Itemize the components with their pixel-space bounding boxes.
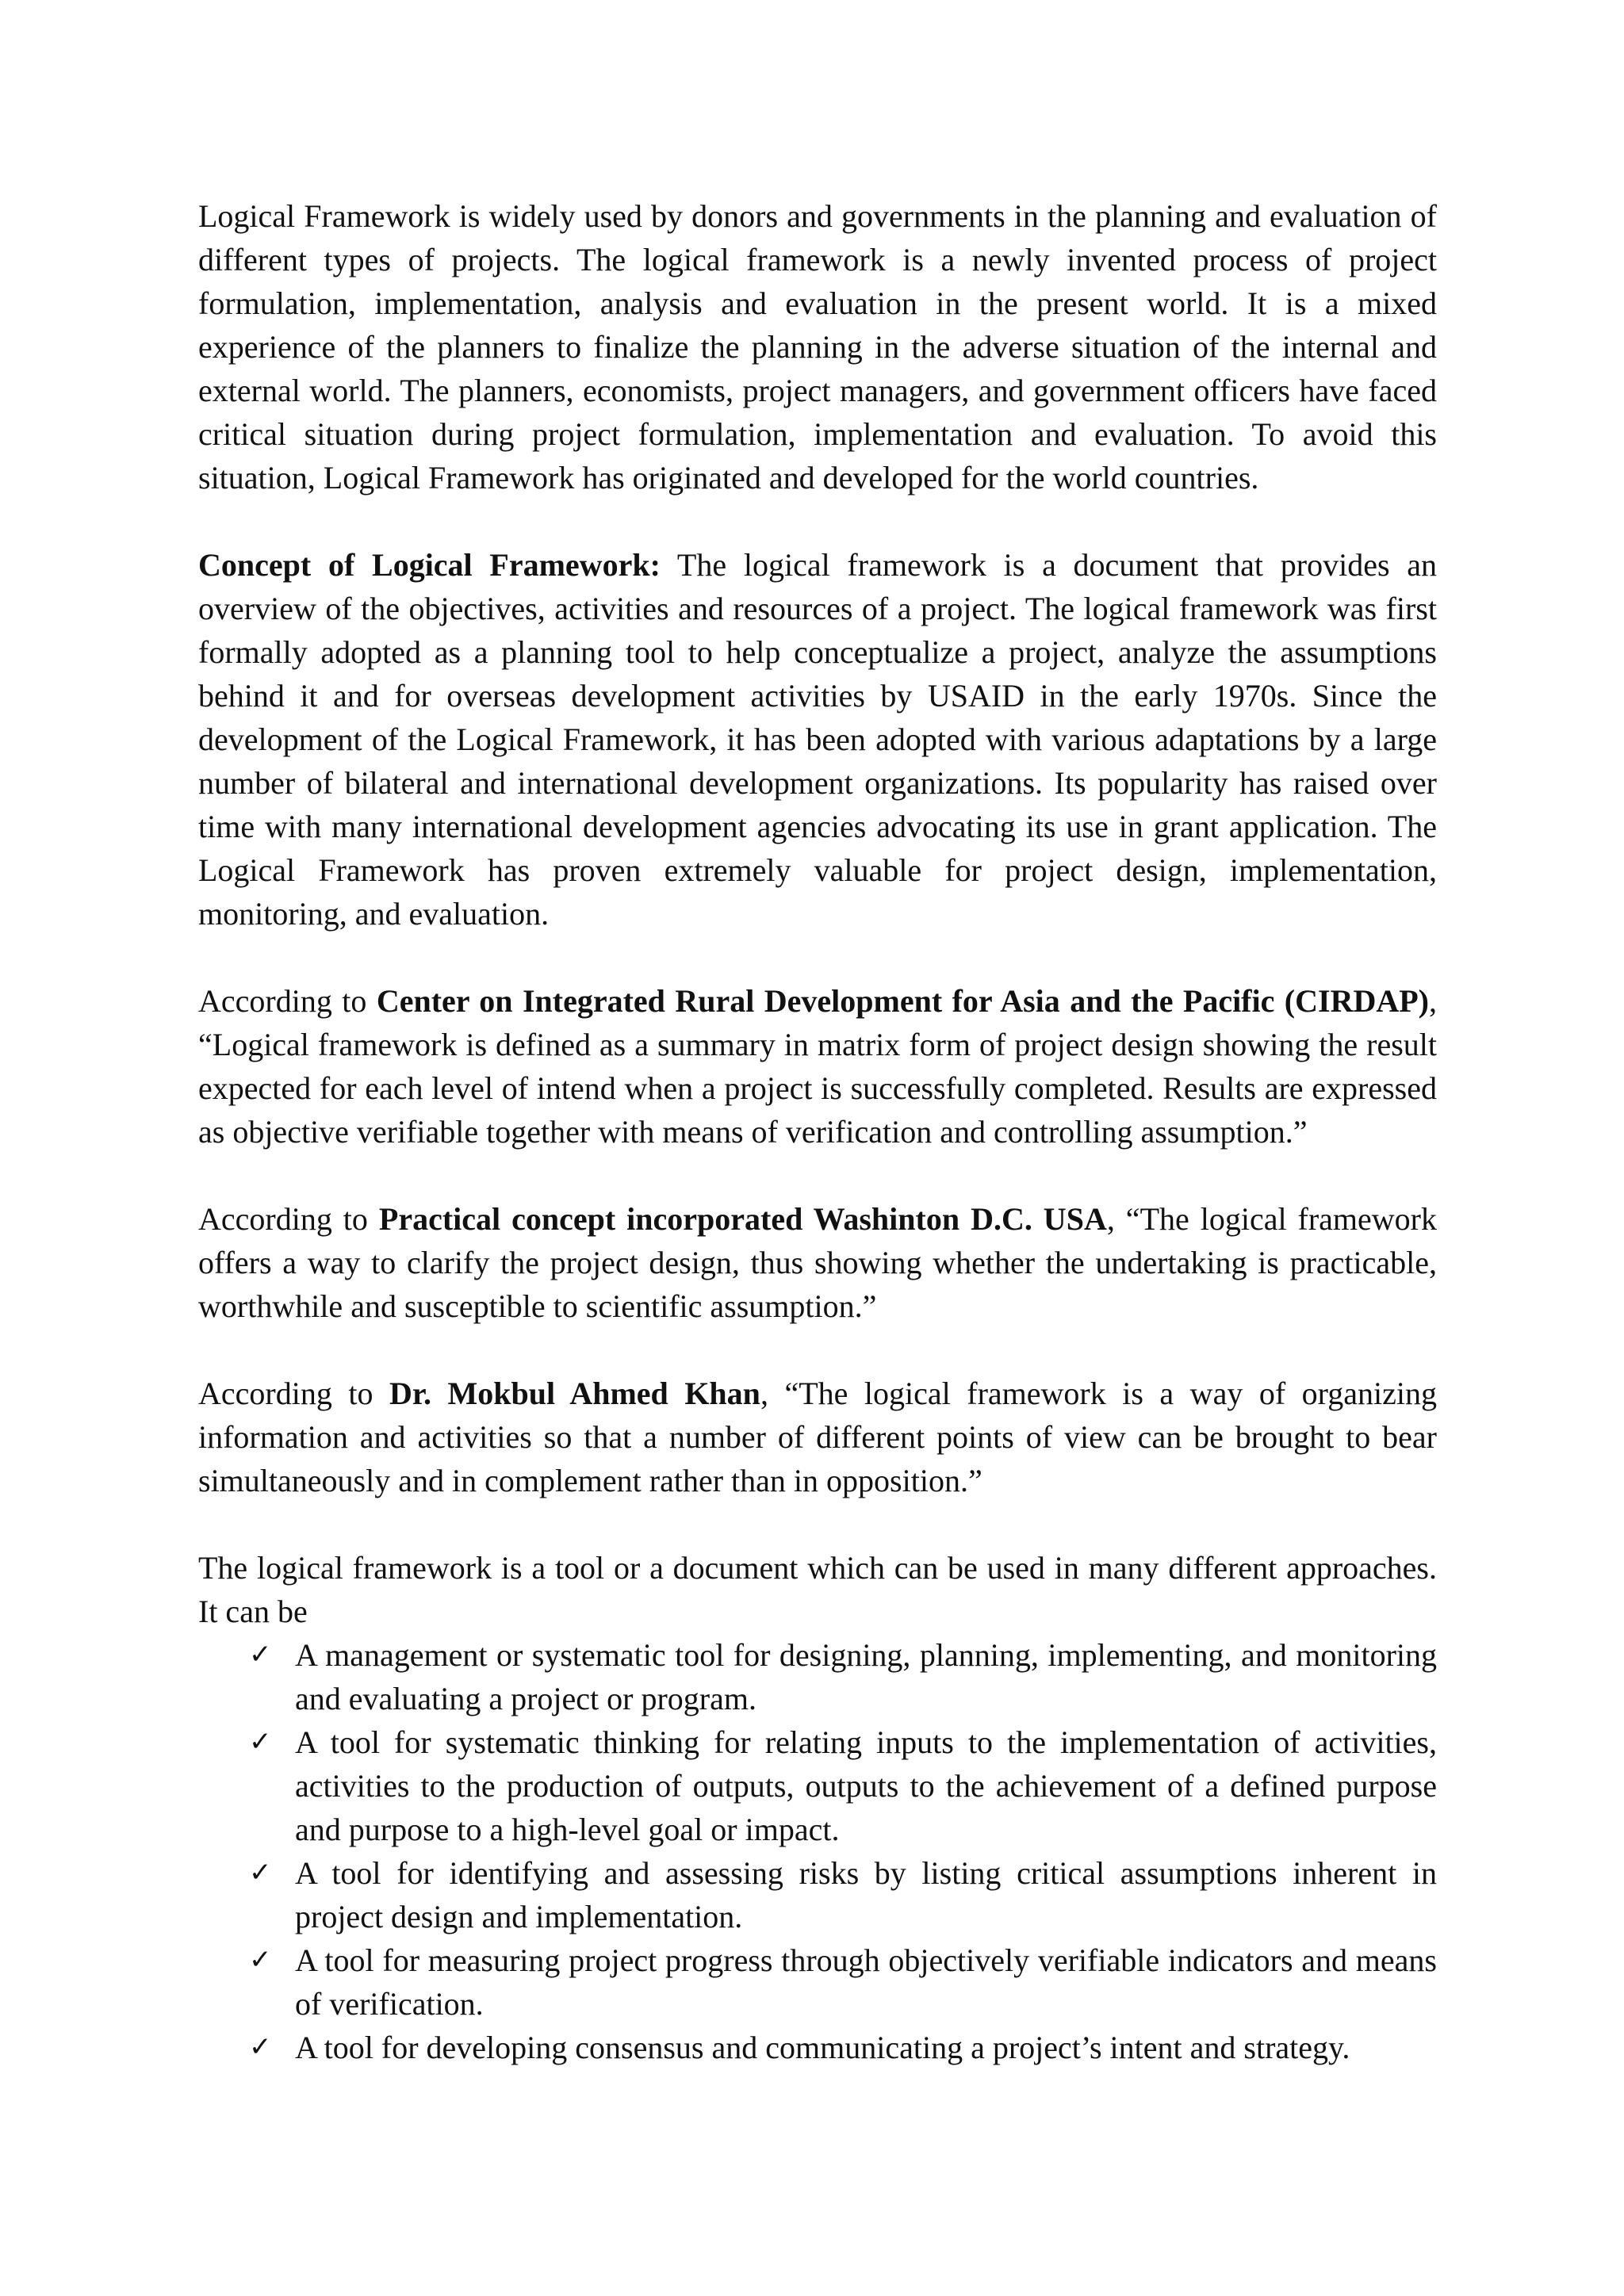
checkmark-icon: ✓ bbox=[249, 1857, 272, 1888]
intro-paragraph: Logical Framework is widely used by donors and governments in the planning and evaluation of different types of projects. The logical framework is a newly invented process of project formulation, implementation, analysis and evaluation in the present world. It is a mixed experience of the planners to finalize the planning in the adverse situation of the internal and external world. The planners, economists, project managers, and government officers have faced critical situation during project formulation, implementation and evaluation. To avoid this situation, Logical Framework has originated and developed for the world countries. bbox=[198, 198, 1437, 496]
definition-prefix: According to bbox=[198, 983, 377, 1019]
tool-list bbox=[198, 1633, 1437, 2069]
definition-mokbul-ahmed-khan bbox=[198, 1372, 1437, 1502]
list-item-text: A tool for systematic thinking for relating inputs to the implementation of activities, activities to the production of outputs, outputs to the achievement of a defined purpose and purpose to a high-level goal or impact. bbox=[295, 1724, 1437, 1847]
definition-prefix: According to bbox=[198, 1376, 389, 1411]
definition-quote: , “The logical framework is a way of organizing information and activities so that a number of different points of view can be brought to bear simultaneously and in complement rather than in opposition.” bbox=[198, 1376, 1437, 1498]
definition-source: Center on Integrated Rural Development for Asia and the Pacific (CIRDAP) bbox=[376, 983, 1429, 1019]
checkmark-icon: ✓ bbox=[249, 1639, 272, 1670]
definition-prefix: According to bbox=[198, 1201, 379, 1237]
concept-paragraph bbox=[198, 543, 1437, 936]
concept-heading: Concept of Logical Framework: bbox=[198, 547, 661, 583]
list-item bbox=[249, 1851, 1437, 1938]
list-item bbox=[249, 1720, 1437, 1851]
list-item-text: A tool for measuring project progress through objectively verifiable indicators and means of verification. bbox=[295, 1942, 1437, 2022]
list-item bbox=[249, 1633, 1437, 1720]
definition-source: Dr. Mokbul Ahmed Khan bbox=[389, 1376, 760, 1411]
tool-intro-paragraph: The logical framework is a tool or a document which can be used in many different approaches. It can be bbox=[198, 1550, 1437, 1629]
definition-practical-concept bbox=[198, 1197, 1437, 1328]
definition-quote: , “Logical framework is defined as a summary in matrix form of project design showing the result expected for each level of intend when a project is successfully completed. Results are expressed as objective verifiable together with means of verification and controlling assumption.” bbox=[198, 983, 1437, 1150]
definition-quote: , “The logical framework offers a way to clarify the project design, thus showing whether the undertaking is practicable, worthwhile and susceptible to scientific assumption.” bbox=[198, 1201, 1438, 1324]
concept-text: The logical framework is a document that provides an overview of the objectives, activities and resources of a project. The logical framework was first formally adopted as a planning tool to help conceptualize a project, analyze the assumptions behind it and for overseas development activities by USAID in the early 1970s. Since the development of the Logical Framework, it has been adopted with various adaptations by a large number of bilateral and international development organizations. Its popularity has raised over time with many international development agencies advocating its use in grant application. The Logical Framework has proven extremely valuable for project design, implementation, monitoring, and evaluation. bbox=[198, 547, 1438, 932]
list-item-text: A tool for developing consensus and communicating a project’s intent and strategy. bbox=[295, 2030, 1350, 2065]
checkmark-icon: ✓ bbox=[249, 1944, 272, 1976]
list-item bbox=[249, 1938, 1437, 2026]
checkmark-icon: ✓ bbox=[249, 2031, 272, 2063]
list-item-text: A tool for identifying and assessing risks by listing critical assumptions inherent in project design and implementation. bbox=[295, 1855, 1437, 1934]
definition-source: Practical concept incorporated Washinton D.C. USA bbox=[378, 1201, 1107, 1237]
document-page bbox=[198, 194, 1437, 2069]
checkmark-icon: ✓ bbox=[249, 1726, 272, 1758]
definition-cirdap bbox=[198, 979, 1437, 1154]
list-item bbox=[249, 2026, 1437, 2069]
list-item-text: A management or systematic tool for designing, planning, implementing, and monitoring and evaluating a project or program. bbox=[295, 1637, 1437, 1716]
